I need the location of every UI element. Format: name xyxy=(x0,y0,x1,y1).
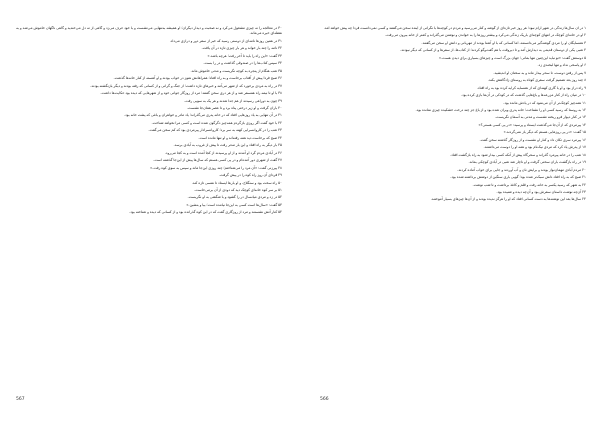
paragraph: ۴۷ گفت از شهری دور آمده‌ام و در پی کسی هستم که سال‌ها پیش از این‌جا گذشته است. xyxy=(153,158,282,163)
paragraph: ۴۵ بار دیگر به راه افتاد و این بار تندتر رفت تا پیش از غروب به آبادی برسد. xyxy=(173,143,282,148)
paragraph: ۴ شبی یکی از دوستان قدیمی به دیدارش آمد و تا دیروقت با هم گفت‌وگو کردند؛ از کتاب‌ها، از سفرها و از کسانی که دیگر نبودند. xyxy=(400,48,586,53)
left-page-text xyxy=(16,26,282,216)
paragraph: ۴۳ شب را در کاروانسرایی کهنه به سر برد؛ کاروانسرادار پیرمردی بود که کم سخن می‌گفت. xyxy=(148,128,282,133)
paragraph: ۶ او پاسخی نداد و تنها لبخندی زد. xyxy=(537,63,586,68)
paragraph: ۳۵ شب هنگام از پنجره به کوچه نگریست و مدتی خاموش ماند. xyxy=(190,68,282,73)
paragraph: ۹ راه دراز بود و او با گاری کهنه‌ای که از همسایه کرایه کرده بود به راه افتاد. xyxy=(476,85,586,90)
paragraph: ۱۹ در راه بازگشت باران سختی گرفت و او ناچار شد شبی در آبادی کوچکی بماند. xyxy=(468,160,586,165)
paragraph: ۵۱ بر سر کوه خانه‌ای کوچک دید که دودی از آن برمی‌خاست. xyxy=(194,187,282,192)
right-page xyxy=(318,26,586,386)
paragraph: ۲۱ صبح که به راه افتاد دلش سبک‌تر شده بود؛ گویی باری سنگین از دوشش برداشته شده بود. xyxy=(450,175,586,180)
page-number-right: 566 xyxy=(320,397,329,402)
paragraph: ۱ در آن سال‌ها زندگی در شهر آرام نبود؛ هر روز خبر تازه‌ای از گوشه و کنار می‌رسید و مردم در کوچه‌ها با نگرانی از آینده سخن می‌گفتند و کسی نمی‌دانست فردا چه پیش خواهد آمد. xyxy=(323,26,586,30)
paragraph: ۳ همسایگان او را مردی گوشه‌گیر می‌دانستند، اما کسانی که با او آشنا بودند از مهربانی و دانش او سخن می‌گفتند. xyxy=(421,40,586,45)
paragraph: ۱۸ شب را در خانه پیرمرد گذراند و سحرگاه پیش از آنکه کسی بیدار شود به راه بازگشت افتاد. xyxy=(449,152,586,157)
paragraph: ۳۲ نامه را چند بار خواند و هر بار چیزی تازه در آن یافت. xyxy=(201,46,282,51)
paragraph: ۴۲ با خود گفت اگر روزی بازگردم همه‌چیز دگرگون شده است و کسی مرا نخواهد شناخت. xyxy=(151,120,282,125)
paragraph: ۵۳ گفت: «سال‌ها است کسی به این‌جا نیامده است؛ بیا و بنشین.» xyxy=(186,202,282,207)
paragraph: ۴۴ صبح که برخاست دید همه رفته‌اند و او تنها مانده است. xyxy=(198,135,282,140)
paragraph: ۲۴ سال‌ها بعد این نوشته‌ها به دست کسانی افتاد که او را هرگز ندیده بودند و از آن‌ها چیزهای بسیار آموختند. xyxy=(430,197,586,202)
paragraph: ۴۶ در آبادی مردم گرد او آمدند و از او پرسیدند از کجا آمده است و به کجا می‌رود. xyxy=(164,150,282,155)
paragraph: ۳۸ با او تا نیمه راه همسفر شد و از هر دری سخن گفتند؛ مرد از روزگار جوانی خود و از شهرهایی که دیده بود حکایت‌ها داشت. xyxy=(100,91,282,96)
paragraph: ۵۲ در زد و مردی میانسال در را گشود و با شگفتی به او نگریست. xyxy=(187,195,282,200)
paragraph: ۱۷ از پدرش یاد کرد که مردی نیک‌نام بود و همه او را دوست می‌داشتند. xyxy=(483,145,586,150)
paragraph: ۱۰ در میان راه از کنار مزرعه‌ها و باغ‌هایی گذشت که در کودکی در آن‌ها بازی کرده بود. xyxy=(461,93,586,98)
paragraph: ۴۹ فردای آن روز راه کوه را در پیش گرفت. xyxy=(218,173,282,178)
paragraph: ۸ چند روز بعد تصمیم گرفت سفری کوتاه به روستای زادگاهش بکند. xyxy=(487,78,586,83)
paragraph: ۴۸ پیرزنی گفت: «آن مرد را می‌شناختم؛ چند روزی این‌جا ماند و سپس به سوی کوه رفت.» xyxy=(149,165,282,170)
paragraph: ۳۰ در معالجه را نه چیزی مشغول می‌کرد و نه صحبت و دیدار دیگران؛ او همیشه به‌تنهایی می‌نشست و با خود حرف می‌زد و گاهی از ته دل می‌خندید و گاهی ناگهان خاموش می‌شد و به نقطه‌ای خیره می‌ماند. xyxy=(16,26,282,36)
paragraph: ۱۶ پیرمرد سری تکان داد و کنار او نشست و از روزگار گذشته سخن گفت. xyxy=(479,137,586,142)
paragraph: ۴۰ باران گرفت و او زیر درختی پناه برد و تا عصر همان‌جا نشست. xyxy=(186,105,282,110)
paragraph: ۳۴ سپس کتاب‌ها را در صندوقی گذاشت و در را بست. xyxy=(203,61,282,66)
paragraph: ۱۴ پیرمردی که از آن‌جا می‌گذشت ایستاد و پرسید: «در پی کسی هستی؟» xyxy=(478,122,586,127)
paragraph: ۵۰ راه سخت بود و سنگلاخ، و او بارها ایستاد تا نفسی تازه کند. xyxy=(191,180,282,185)
paragraph: ۳۹ چون به دوراهی رسیدند از هم جدا شدند و هر یک به سویی رفت. xyxy=(184,98,282,103)
paragraph: ۲۲ به شهر که رسید یکسر به خانه رفت و قلم و کاغذ برداشت و تا شب نوشت. xyxy=(472,182,586,187)
paragraph: ۵۴ کنار آتش نشستند و مرد از روزگاری گفت که در این کوه گذرانده بود و از کسانی که دیده و شناخته بود. xyxy=(129,210,282,215)
paragraph: ۲۰ مردم آبادی مهمان‌نواز بودند و برایش نان و آب آوردند و جایی برای خواب آماده کردند. xyxy=(457,167,586,172)
page-number-left: 567 xyxy=(16,397,25,402)
paragraph: ۱۵ گفت: «در پی روزهایی هستم که دیگر باز نمی‌گردند.» xyxy=(503,130,586,135)
paragraph: ۱۲ به روستا که رسید کسی او را نشناخت؛ خانه پدری ویران شده بود و از باغ جز چند درخت خشکیده چیزی نمانده بود. xyxy=(415,107,586,112)
paragraph: ۴۱ در آن تنهایی به یاد روزهایی افتاد که در خانه پدری می‌گذراند؛ یاد مادر و خواهران و باغی که پشت خانه بود. xyxy=(124,113,282,118)
paragraph: ۷ پس از رفتن دوست، تا سحر بیدار ماند و به سخنان او اندیشید. xyxy=(493,70,586,75)
paragraph: ۳۷ در راه به مردی برخورد که از شهر می‌آمد و خبرهای تازه داشت؛ از جنگ و گرانی و از کسانی که رفته بودند و دیگر بازنگشته بودند. xyxy=(90,83,282,88)
paragraph: ۳۱ در همین روزها نامه‌ای از دوستی رسید که خبر از سفر دور و درازی می‌داد. xyxy=(169,38,282,43)
paragraph: ۱۱ همه‌چیز کوچک‌تر از آن می‌نمود که در یادش مانده بود. xyxy=(503,100,586,105)
paragraph: ۳۶ صبح فردا پیش از آفتاب برخاست و به راه افتاد؛ همراهانش هنوز در خواب بودند و او آهسته از کنار خانه‌ها گذشت. xyxy=(113,76,282,81)
left-page xyxy=(16,26,282,386)
paragraph: ۵ دوستش گفت: «تو نباید این‌چنین تنها بمانی؛ جهان بزرگ است و چیزهای بسیاری برای دیدن هست.» xyxy=(438,55,586,60)
paragraph: ۱۳ در کنار دیوار فرو ریخته نشست و مدتی به آسمان نگریست. xyxy=(495,115,586,120)
paragraph: ۲۳ آن‌چه نوشت داستان سفرش بود و آن‌چه دیده و شنیده بود. xyxy=(496,189,586,194)
paragraph: ۲ او در خانه‌ای کوچک در انتهای کوچه‌ای باریک زندگی می‌کرد و بیشتر روزها را به خواندن و نوشتن می‌گذراند و کمتر از خانه بیرون می‌رفت. xyxy=(385,33,586,38)
right-page-text xyxy=(318,26,586,203)
paragraph: ۳۳ گفت: «این راه را باید تا آخر رفت؛ هرچه باشد.» xyxy=(207,53,282,58)
